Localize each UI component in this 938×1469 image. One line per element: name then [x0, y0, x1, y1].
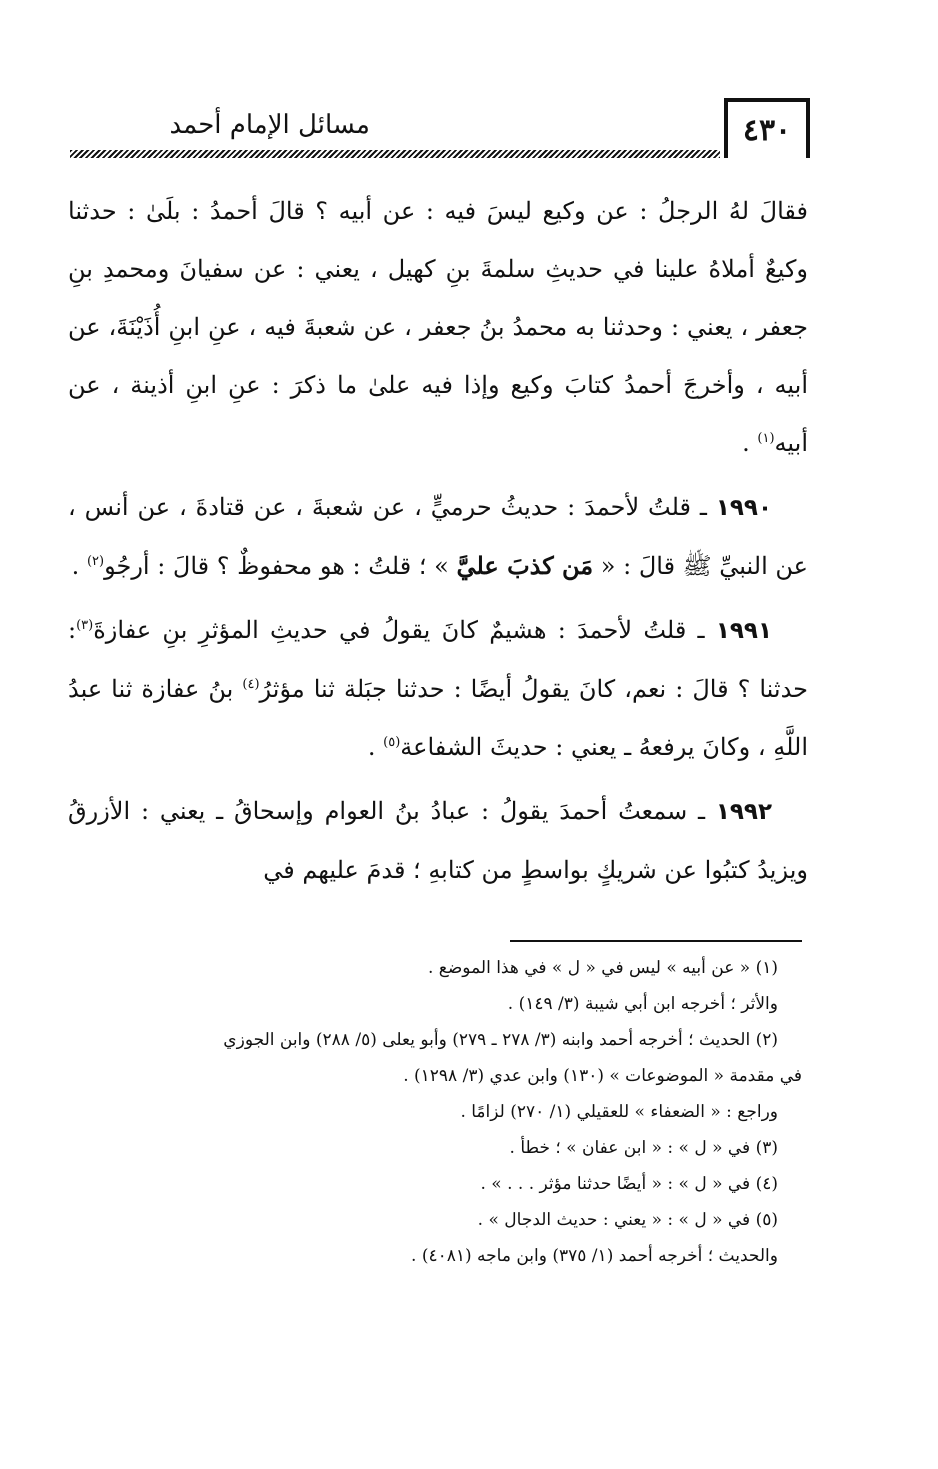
entry-text: ـ سمعتُ أحمدَ يقولُ : عبادُ بنُ العوام وإسحاقُ ـ يعني : الأزرقُ ويزيدُ كتبُوا عن شريكٍ بواسطٍ من كتابهِ ؛ قدمَ عليهم في — [68, 797, 808, 884]
footnote-ref: (٥) — [383, 735, 401, 750]
footnote-separator — [510, 940, 802, 942]
entry-number: ١٩٩٢ — [715, 799, 772, 825]
header-rule — [70, 150, 720, 158]
paragraph-text: فقالَ لهُ الرجلُ : عن وكيع ليسَ فيه : عن أبيه ؟ قالَ أحمدُ : بلَىٰ : حدثنا وكيعٌ أملاهُ علينا في حديثِ سلمةَ بنِ كهيل ، يعني : عن سفيانَ ومحمدِ بنِ جعفر ، يعني : وحدثنا به محمدُ بنُ جعفر ، عن شعبةَ فيه ، عنِ ابنِ أُذَيْنَةَ، عن أبيه ، وأخرجَ أحمدُ كتابَ وكيع وإذا فيه علىٰ ما ذكرَ : عنِ ابنِ أذينة ، عن أبيه — [68, 197, 808, 457]
footnote-ref: (١) — [757, 431, 775, 446]
footnote-ref: (٤) — [242, 677, 260, 692]
entry-1991 — [68, 601, 808, 776]
footnote-line: (٢) الحديث ؛ أخرجه أحمد وابنه (٣/ ٢٧٨ ـ ٢٧٩) وأبو يعلى (٥/ ٢٨٨) وابن الجوزي — [223, 1030, 778, 1050]
entry-text: ـ قلتُ لأحمدَ : هشيمٌ كانَ يقولُ في حديثِ المؤثرِ بنِ عفازةَ — [93, 616, 716, 644]
main-text — [68, 182, 808, 905]
paragraph-end: . — [742, 429, 758, 457]
page-header — [70, 98, 810, 162]
footnote-line: وراجع : « الضعفاء » للعقيلي (١/ ٢٧٠) لزامًا . — [460, 1102, 778, 1122]
entry-end: . — [71, 552, 87, 580]
footnote-line: (٣) في « ل » : « ابن عفان » ؛ خطأ . — [509, 1138, 778, 1158]
entry-1992 — [68, 782, 808, 899]
entry-1990 — [68, 478, 808, 595]
footnote-line: (٥) في « ل » : « يعني : حديث الدجال » . — [477, 1210, 778, 1230]
entry-end: . — [367, 733, 384, 761]
footnotes — [66, 950, 802, 1274]
entry-text: بنُ عفازة ثنا عبدُ اللَّهِ ، وكانَ يرفعهُ ـ يعني : حديثَ الشفاعة — [68, 675, 808, 761]
entry-text: » ؛ قلتُ : هو محفوظٌ ؟ قالَ : أرجُو — [104, 552, 457, 580]
footnote-ref: (٣) — [76, 618, 94, 633]
page-number: ٤٣٠ — [724, 98, 810, 158]
paragraph-continuation — [68, 182, 808, 472]
footnote-line: (٤) في « ل » : « أيضًا حدثنا مؤثر . . . » . — [480, 1174, 778, 1194]
footnote-line: والأثر ؛ أخرجه ابن أبي شيبة (٣/ ١٤٩) . — [507, 994, 778, 1014]
footnote-line: (١) « عن أبيه » ليس في « ل » في هذا الموضع . — [428, 958, 778, 978]
footnote-line: في مقدمة « الموضوعات » (١٣٠) وابن عدي (٣/ ١٢٩٨) . — [403, 1066, 802, 1086]
entry-number: ١٩٩٠ — [715, 495, 772, 521]
hadith-quote: مَن كذبَ عليَّ — [456, 551, 594, 580]
entry-number: ١٩٩١ — [715, 618, 772, 644]
running-title: مسائل الإمام أحمد — [169, 110, 370, 140]
footnote-line: والحديث ؛ أخرجه أحمد (١/ ٣٧٥) وابن ماجه (٤٠٨١) . — [411, 1246, 778, 1266]
entry-text: ـ قلتُ لأحمدَ : حديثُ حرميٍّ ، عن شعبةَ ، عن قتادةَ ، عن أنس ، عن النبيِّ ﷺ قالَ : « — [68, 493, 808, 580]
entry-text: : حدثنا ؟ قالَ : نعم، كانَ يقولُ أيضًا : حدثنا جبَلة ثنا مؤثرُ — [68, 616, 808, 703]
footnote-ref: (٢) — [86, 554, 105, 569]
